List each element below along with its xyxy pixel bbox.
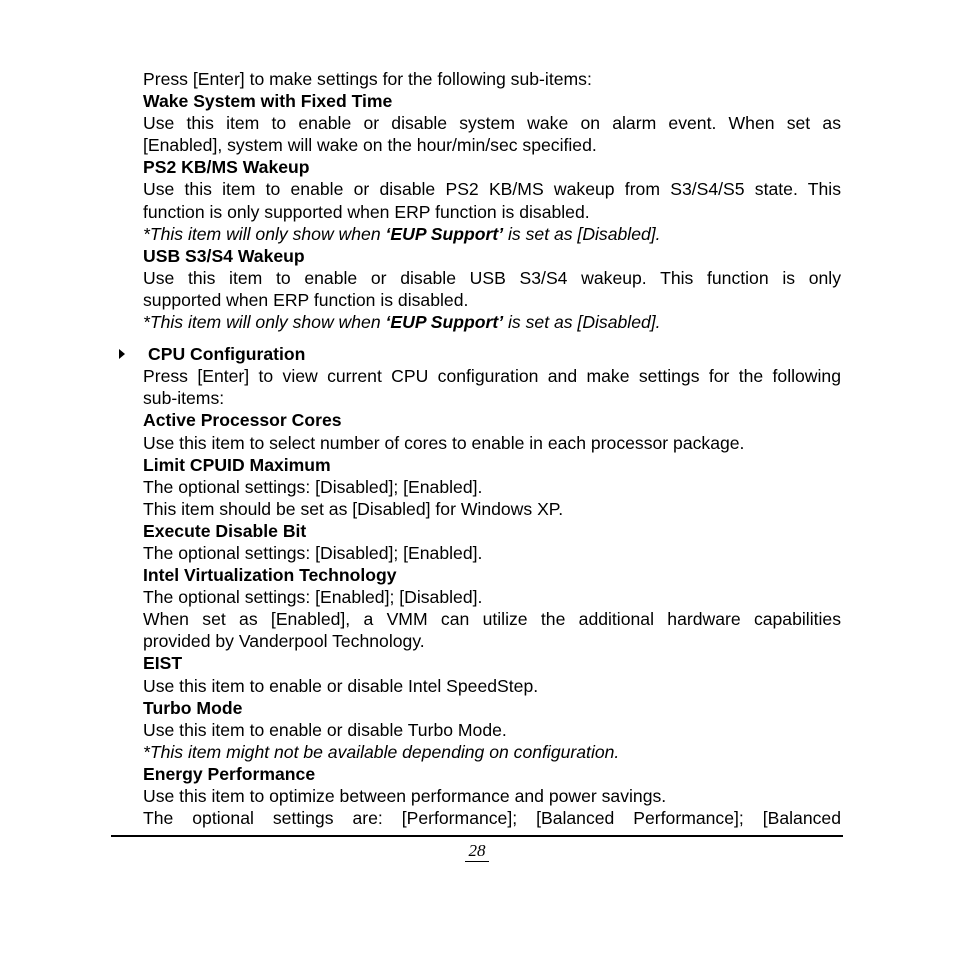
footer-rule [111,835,843,837]
energy-performance-desc-line2: The optional settings are: [Performance]; [Balanced Performance]; [Balanced [143,808,841,829]
limit-cpuid-desc-line2: This item should be set as [Disabled] for Windows XP. [143,498,564,519]
limit-cpuid-desc-line1: The optional settings: [Disabled]; [Enabled]. [143,476,483,497]
wake-intro: Press [Enter] to make settings for the following sub-items: [143,69,592,89]
section-gap [143,333,841,343]
usb-wakeup-note: *This item will only show when ‘EUP Support’ is set as [Disabled]. [143,312,661,333]
active-cores-desc: Use this item to select number of cores to enable in each processor package. [143,432,745,453]
wake-fixed-time-title: Wake System with Fixed Time [143,91,393,112]
ps2-wakeup-desc-line2: function is only supported when ERP function is disabled. [143,201,590,222]
limit-cpuid-title: Limit CPUID Maximum [143,454,331,475]
cpu-intro-line2: sub-items: [143,388,225,409]
virtualization-desc-line2: When set as [Enabled], a VMM can utilize the additional hardware capabilities [143,609,841,630]
energy-performance-desc-line1: Use this item to optimize between performance and power savings. [143,786,667,806]
energy-performance-title: Energy Performance [143,763,316,784]
ps2-wakeup-title: PS2 KB/MS Wakeup [143,157,310,178]
turbo-mode-title: Turbo Mode [143,697,243,718]
triangle-bullet-icon [119,349,125,359]
execute-disable-desc: The optional settings: [Disabled]; [Enabled]. [143,542,483,563]
ps2-wakeup-note: *This item will only show when ‘EUP Support’ is set as [Disabled]. [143,223,661,244]
turbo-mode-desc: Use this item to enable or disable Turbo Mode. [143,719,507,740]
execute-disable-title: Execute Disable Bit [143,520,307,541]
page-number: 28 [465,840,489,862]
wake-fixed-time-desc-line2: [Enabled], system will wake on the hour/min/sec specified. [143,135,597,156]
eist-desc: Use this item to enable or disable Intel SpeedStep. [143,675,539,696]
cpu-configuration-title: CPU Configuration [148,344,306,365]
usb-wakeup-title: USB S3/S4 Wakeup [143,245,305,266]
usb-wakeup-desc-line2: supported when ERP function is disabled. [143,289,469,310]
ps2-wakeup-desc-line1: Use this item to enable or disable PS2 KB/MS wakeup from S3/S4/S5 state. This [143,179,841,200]
cpu-intro-line1: Press [Enter] to view current CPU configuration and make settings for the following [143,366,841,387]
page-content [143,68,841,829]
wake-fixed-time-desc-line1: Use this item to enable or disable system wake on alarm event. When set as [143,113,841,134]
turbo-mode-note: *This item might not be available depending on configuration. [143,741,620,762]
active-cores-title: Active Processor Cores [143,410,342,431]
virtualization-desc-line1: The optional settings: [Enabled]; [Disabled]. [143,587,483,608]
cpu-configuration-heading [143,343,841,365]
eist-title: EIST [143,653,183,674]
usb-wakeup-desc-line1: Use this item to enable or disable USB S3/S4 wakeup. This function is only [143,267,841,288]
virtualization-title: Intel Virtualization Technology [143,565,397,586]
virtualization-desc-line3: provided by Vanderpool Technology. [143,631,425,652]
